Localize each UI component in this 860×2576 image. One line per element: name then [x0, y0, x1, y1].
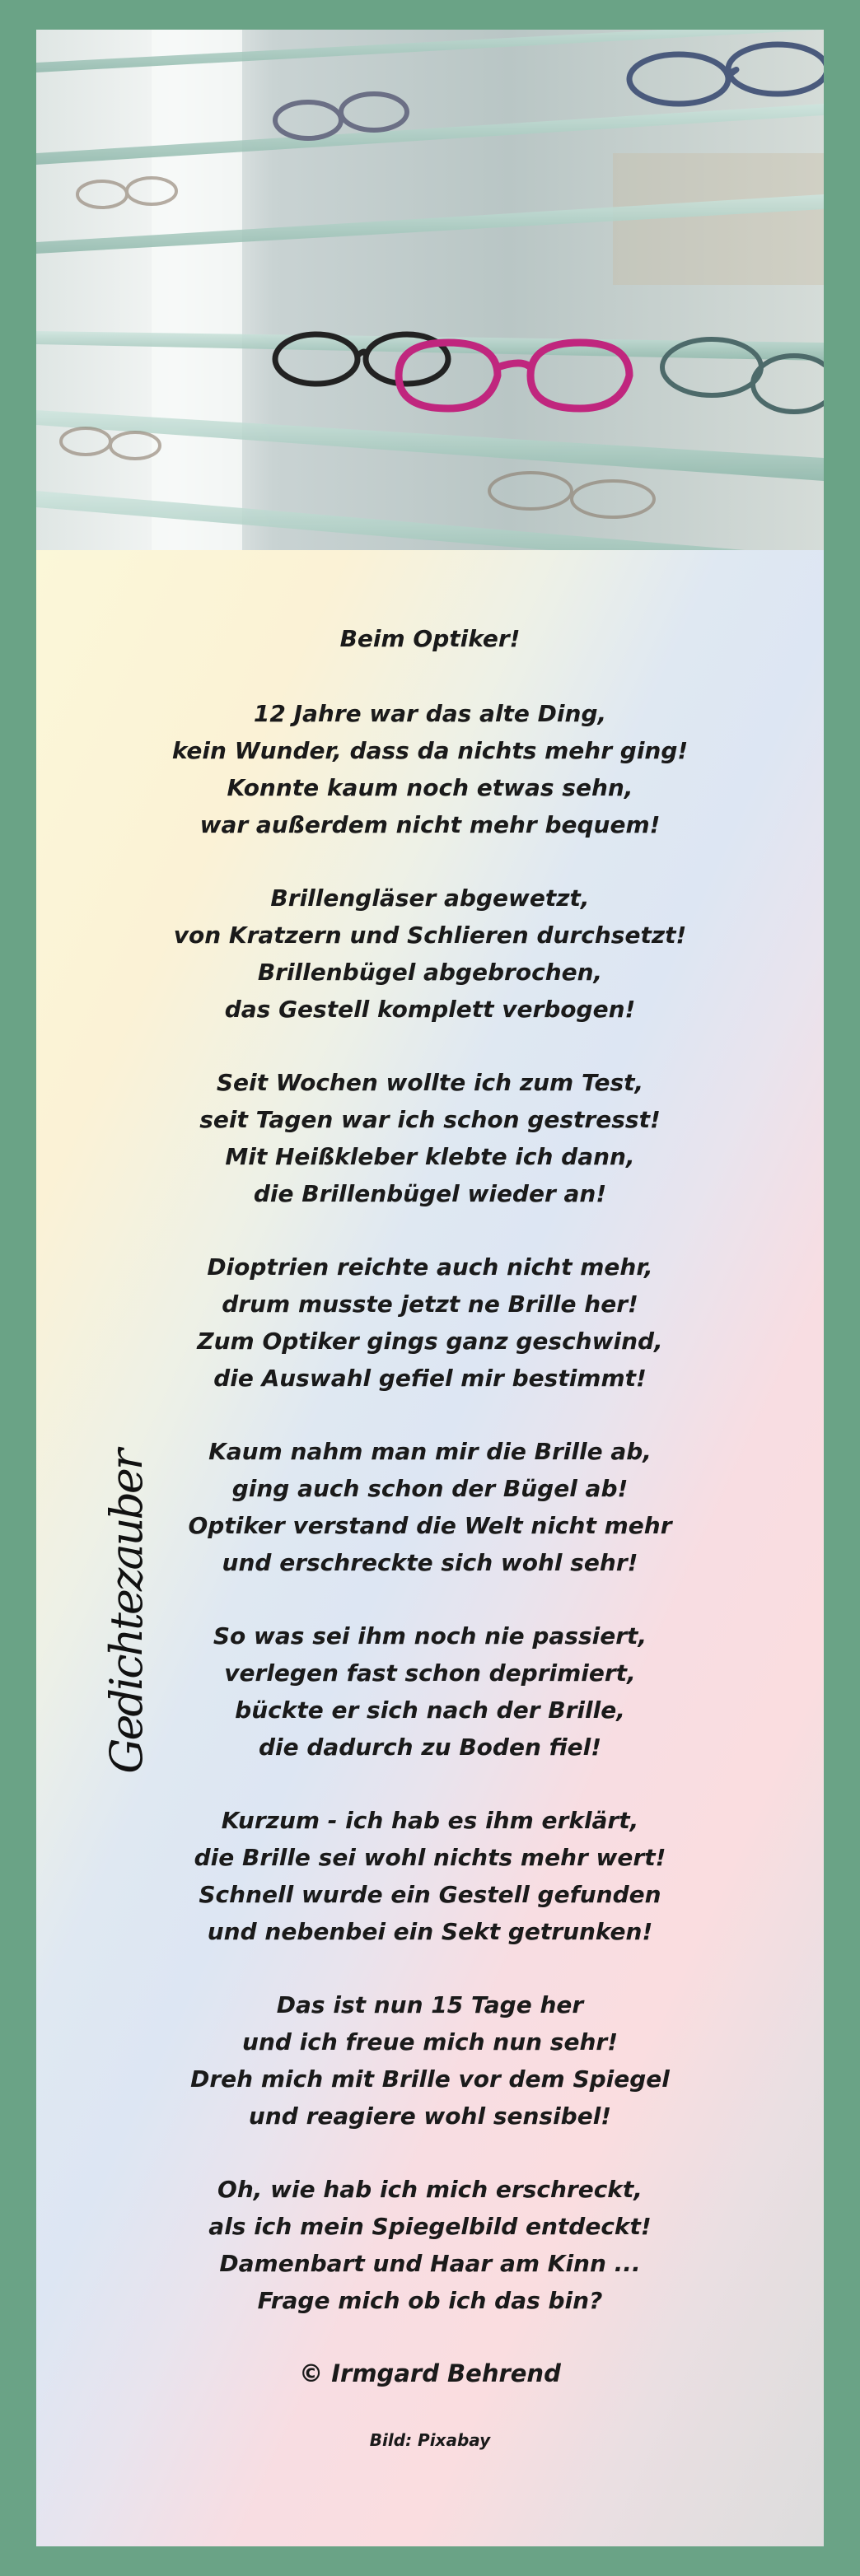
poem-line: Schnell wurde ein Gestell gefunden — [199, 1881, 661, 1908]
poem-line: verlegen fast schon deprimiert, — [224, 1659, 636, 1687]
poem-author: © Irmgard Behrend — [299, 2359, 561, 2387]
poem-line: kein Wunder, dass da nichts mehr ging! — [171, 737, 689, 764]
poem-line: und reagiere wohl sensibel! — [248, 2102, 612, 2130]
poem-line: Brillenbügel abgebrochen, — [257, 959, 603, 986]
poem-line: Kurzum - ich hab es ihm erklärt, — [221, 1807, 639, 1834]
poem-line: seit Tagen war ich schon gestresst! — [199, 1106, 661, 1133]
poem-line: war außerdem nicht mehr bequem! — [199, 811, 661, 838]
poem-line: Optiker verstand die Welt nicht mehr — [188, 1512, 672, 1539]
poem-line: die Brille sei wohl nichts mehr wert! — [194, 1844, 666, 1871]
stanza-7 — [36, 1802, 824, 1950]
eyeglasses-shelf-illustration — [36, 30, 824, 550]
poem-line: Dioptrien reichte auch nicht mehr, — [207, 1253, 653, 1281]
poem-line: 12 Jahre war das alte Ding, — [253, 700, 607, 727]
poem-line: die Auswahl gefiel mir bestimmt! — [213, 1365, 647, 1392]
poem-card — [36, 30, 824, 2546]
poem-line: Seit Wochen wollte ich zum Test, — [216, 1069, 644, 1096]
poem-line: Brillengläser abgewetzt, — [270, 884, 590, 912]
poem-line: Das ist nun 15 Tage her — [276, 1991, 584, 2018]
poem-line: als ich mein Spiegelbild entdeckt! — [208, 2213, 652, 2240]
poem-line: Dreh mich mit Brille vor dem Spiegel — [190, 2065, 670, 2093]
signature-text: Gedichtezauber — [100, 1451, 152, 1774]
poem-line: Kaum nahm man mir die Brille ab, — [208, 1438, 652, 1465]
poem-text — [36, 621, 824, 2452]
stanza-6 — [36, 1617, 824, 1766]
poem-line: die Brillenbügel wieder an! — [253, 1180, 607, 1207]
poem-line: und nebenbei ein Sekt getrunken! — [207, 1918, 653, 1945]
stanza-5 — [36, 1433, 824, 1581]
poem-line: und erschreckte sich wohl sehr! — [222, 1549, 638, 1576]
poem-line: bückte er sich nach der Brille, — [235, 1696, 625, 1724]
poem-line: So was sei ihm noch nie passiert, — [213, 1622, 647, 1650]
poem-line: Konnte kaum noch etwas sehn, — [227, 774, 633, 801]
poem-line: Frage mich ob ich das bin? — [257, 2287, 603, 2314]
poem-line: Oh, wie hab ich mich erschreckt, — [217, 2176, 643, 2203]
stanza-1 — [36, 695, 824, 843]
poem-line: drum musste jetzt ne Brille her! — [222, 1290, 638, 1318]
poem-line: die dadurch zu Boden fiel! — [258, 1734, 602, 1761]
poem-line: und ich freue mich nun sehr! — [242, 2028, 618, 2056]
poem-line: das Gestell komplett verbogen! — [224, 996, 636, 1023]
stanza-2 — [36, 880, 824, 1028]
image-credit: Bild: Pixabay — [369, 2430, 491, 2450]
poem-background — [36, 550, 824, 2546]
poem-title: Beim Optiker! — [339, 625, 521, 652]
poem-line: Zum Optiker gings ganz geschwind, — [197, 1328, 663, 1355]
stanza-3 — [36, 1064, 824, 1212]
poem-line: ging auch schon der Bügel ab! — [231, 1475, 629, 1502]
eyeglasses-shelf-photo — [36, 30, 824, 550]
poem-line: Damenbart und Haar am Kinn ... — [219, 2250, 641, 2277]
poem-line: von Kratzern und Schlieren durchsetzt! — [173, 922, 687, 949]
stanza-9 — [36, 2171, 824, 2319]
stanza-8 — [36, 1986, 824, 2135]
stanza-4 — [36, 1248, 824, 1397]
poem-line: Mit Heißkleber klebte ich dann, — [225, 1143, 635, 1170]
